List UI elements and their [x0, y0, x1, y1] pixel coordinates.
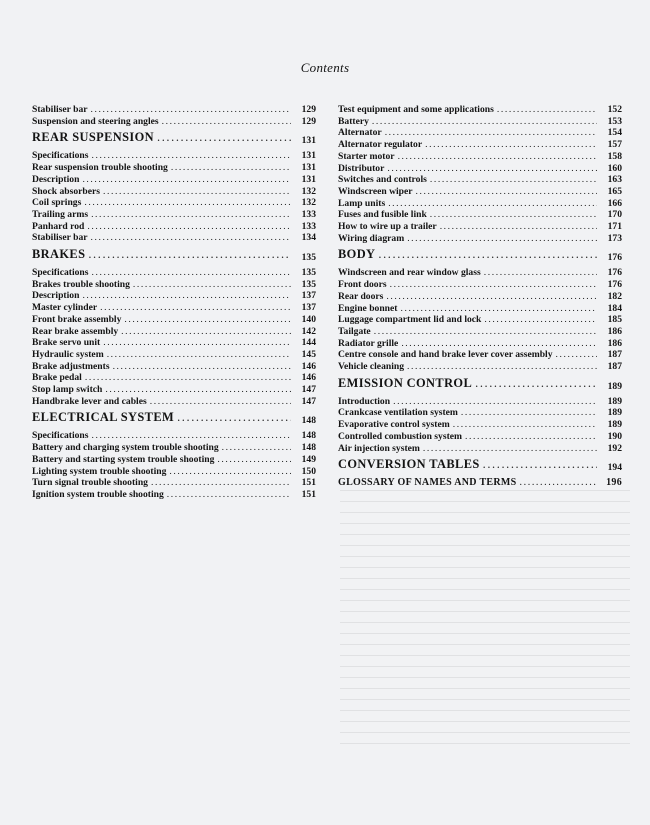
toc-entry-label: Controlled combustion system	[338, 430, 463, 442]
toc-entry-label: Lamp units	[338, 197, 386, 209]
dot-leader	[88, 247, 291, 262]
toc-page-number: 154	[607, 127, 622, 139]
toc-entry-front-doors	[338, 279, 622, 291]
dot-leader	[162, 116, 291, 128]
toc-page-number: 176	[607, 279, 622, 291]
toc-page-number: 131	[301, 135, 316, 147]
toc-entry-evaporative-control-system	[338, 419, 622, 431]
toc-section-body	[338, 247, 622, 262]
toc-page-number: 166	[607, 197, 622, 209]
toc-page-number: 148	[301, 430, 316, 442]
dot-leader	[150, 396, 291, 408]
dot-leader	[91, 104, 291, 116]
toc-entry-coil-springs	[32, 197, 316, 209]
dot-leader	[407, 361, 597, 373]
toc-page-number: 131	[301, 173, 316, 185]
toc-page-number: 140	[301, 313, 316, 325]
toc-entry-windscreen-and-rear-window-glass	[338, 267, 622, 279]
toc-entry-label: EMISSION CONTROL	[338, 375, 473, 390]
dot-leader	[171, 162, 291, 174]
toc-page-number: 170	[607, 209, 622, 221]
toc-page-number: 131	[301, 150, 316, 162]
toc-entry-description	[32, 290, 316, 302]
dot-leader	[398, 151, 597, 163]
toc-entry-label: Fuses and fusible link	[338, 209, 427, 221]
toc-entry-introduction	[338, 396, 622, 408]
toc-section-rear-suspension	[32, 130, 316, 145]
toc-page-number: 150	[301, 465, 316, 477]
dot-leader	[91, 209, 291, 221]
dot-leader	[388, 198, 597, 210]
toc-page-number: 182	[607, 290, 622, 302]
toc-page-number: 186	[607, 337, 622, 349]
toc-entry-label: Brake pedal	[32, 372, 82, 384]
dot-leader	[483, 457, 597, 472]
toc-page-number: 133	[301, 208, 316, 220]
toc-entry-label: Switches and controls	[338, 174, 427, 186]
toc-page-number: 189	[607, 407, 622, 419]
toc-page-number: 190	[607, 430, 622, 442]
toc-entry-specifications	[32, 150, 316, 162]
toc-entry-label: Wiring diagram	[338, 232, 405, 244]
toc-entry-label: Introduction	[338, 395, 391, 407]
toc-entry-windscreen-wiper	[338, 186, 622, 198]
toc-entry-label: Brake adjustments	[32, 360, 110, 372]
toc-entry-label: Centre console and hand brake lever cover assembly	[338, 349, 553, 361]
toc-entry-rear-suspension-trouble-shooting	[32, 162, 316, 174]
dot-leader	[407, 233, 597, 245]
toc-entry-how-to-wire-up-a-trailer	[338, 221, 622, 233]
dot-leader	[520, 477, 597, 489]
toc-page-number: 192	[607, 442, 622, 454]
dot-leader	[105, 384, 291, 396]
toc-entry-front-brake-assembly	[32, 314, 316, 326]
toc-page-number: 142	[301, 325, 316, 337]
toc-entry-shock-absorbers	[32, 186, 316, 198]
dot-leader	[103, 186, 291, 198]
toc-entry-label: Alternator	[338, 127, 382, 139]
toc-entry-label: Distributor	[338, 162, 385, 174]
toc-entry-label: Starter motor	[338, 150, 395, 162]
toc-entry-rear-brake-assembly	[32, 326, 316, 338]
toc-page-number: 129	[301, 104, 316, 115]
toc-entry-label: Tailgate	[338, 325, 371, 337]
toc-entry-label: REAR SUSPENSION	[32, 130, 155, 145]
toc-entry-label: Trailing arms	[32, 208, 89, 220]
toc-entry-label: CONVERSION TABLES	[338, 457, 480, 472]
toc-entry-alternator	[338, 127, 622, 139]
toc-page-number: 173	[607, 232, 622, 244]
toc-entry-handbrake-lever-and-cables	[32, 396, 316, 408]
toc-entry-label: Windscreen and rear window glass	[338, 267, 481, 279]
toc-entry-turn-signal-trouble-shooting	[32, 477, 316, 489]
toc-entry-battery-and-charging-system-trouble-shooting	[32, 442, 316, 454]
toc-entry-label: Brake servo unit	[32, 337, 101, 349]
toc-entry-specifications	[32, 267, 316, 279]
toc-entry-ignition-system-trouble-shooting	[32, 489, 316, 501]
toc-page-number: 194	[607, 462, 622, 474]
toc-page-number: 160	[607, 162, 622, 174]
toc-entry-label: Panhard rod	[32, 220, 85, 232]
dot-leader	[103, 337, 291, 349]
dot-leader	[133, 279, 291, 291]
toc-page-number: 186	[607, 325, 622, 337]
contents-column-left	[32, 104, 316, 501]
dot-leader	[400, 303, 597, 315]
dot-leader	[167, 489, 291, 501]
dot-leader	[425, 139, 597, 151]
dot-leader	[82, 174, 291, 186]
toc-page-number: 189	[607, 395, 622, 407]
toc-page-number: 135	[301, 278, 316, 290]
toc-entry-label: Battery and charging system trouble shooting	[32, 442, 219, 454]
toc-entry-wiring-diagram	[338, 233, 622, 245]
dot-leader	[416, 186, 597, 198]
toc-page-number: 153	[607, 115, 622, 127]
toc-page-number: 187	[607, 349, 622, 361]
toc-entry-label: Suspension and steering angles	[32, 115, 159, 127]
toc-page-number: 151	[301, 488, 316, 500]
toc-entry-alternator-regulator	[338, 139, 622, 151]
toc-page-number: 151	[301, 477, 316, 489]
toc-entry-label: Evaporative control system	[338, 419, 450, 431]
toc-entry-label: Lighting system trouble shooting	[32, 465, 167, 477]
toc-entry-label: Handbrake lever and cables	[32, 395, 147, 407]
dot-leader	[440, 221, 597, 233]
toc-entry-label: Test equipment and some applications	[338, 104, 494, 115]
toc-entry-air-injection-system	[338, 443, 622, 455]
dot-leader	[385, 127, 597, 139]
page-title: Contents	[300, 60, 350, 75]
dot-leader	[82, 290, 291, 302]
toc-entry-stabiliser-bar	[32, 232, 316, 244]
toc-entry-test-equipment-and-some-applications	[338, 104, 622, 116]
toc-section-electrical-system	[32, 410, 316, 425]
toc-page-number: 189	[607, 380, 622, 392]
dot-leader	[91, 232, 291, 244]
dot-leader	[177, 410, 291, 425]
dot-leader	[475, 376, 597, 391]
dot-leader	[100, 302, 291, 314]
toc-page-number: 144	[301, 337, 316, 349]
toc-entry-brake-pedal	[32, 372, 316, 384]
toc-entry-specifications	[32, 430, 316, 442]
dot-leader	[390, 279, 597, 291]
dot-leader	[169, 466, 291, 478]
toc-page-number: 176	[607, 267, 622, 279]
dot-leader	[222, 442, 291, 454]
toc-entry-starter-motor	[338, 151, 622, 163]
toc-page-number: 135	[301, 267, 316, 279]
toc-entry-label: How to wire up a trailer	[338, 221, 437, 233]
toc-page-number: 148	[301, 415, 316, 427]
dot-leader	[465, 431, 597, 443]
toc-entry-label: Rear doors	[338, 290, 384, 302]
dot-leader	[556, 349, 597, 361]
toc-page-number: 147	[301, 384, 316, 396]
toc-entry-label: Luggage compartment lid and lock	[338, 314, 482, 326]
dot-leader	[113, 361, 291, 373]
toc-entry-label: Specifications	[32, 430, 89, 442]
toc-entry-rear-doors	[338, 291, 622, 303]
toc-entry-glossary-of-names-and-terms	[338, 477, 622, 489]
toc-page-number: 146	[301, 372, 316, 384]
toc-entry-radiator-grille	[338, 338, 622, 350]
toc-section-emission-control	[338, 376, 622, 391]
toc-page-number: 196	[606, 477, 622, 489]
toc-entry-luggage-compartment-lid-and-lock	[338, 314, 622, 326]
toc-entry-label: Specifications	[32, 267, 89, 279]
toc-entry-label: Stabiliser bar	[32, 104, 88, 115]
toc-page-number: 176	[607, 252, 622, 264]
dot-leader	[393, 396, 597, 408]
toc-entry-distributor	[338, 163, 622, 175]
dot-leader	[87, 221, 291, 233]
toc-entry-brake-servo-unit	[32, 337, 316, 349]
toc-entry-label: Radiator grille	[338, 337, 399, 349]
dot-leader	[484, 314, 597, 326]
toc-entry-label: Stop lamp switch	[32, 384, 103, 396]
toc-entry-stop-lamp-switch	[32, 384, 316, 396]
toc-page-number: 157	[607, 139, 622, 151]
toc-entry-label: Shock absorbers	[32, 185, 100, 197]
dot-leader	[157, 130, 291, 145]
dot-leader	[430, 209, 597, 221]
toc-page-number: 163	[607, 174, 622, 186]
dot-leader	[92, 150, 292, 162]
toc-page-number: 131	[301, 162, 316, 174]
toc-entry-label: Battery	[338, 115, 369, 127]
dot-leader	[84, 197, 291, 209]
toc-page-number: 171	[607, 221, 622, 233]
dot-leader	[85, 372, 291, 384]
toc-section-conversion-tables	[338, 457, 622, 472]
toc-entry-label: Air injection system	[338, 442, 420, 454]
dot-leader	[387, 163, 597, 175]
toc-page-number: 135	[301, 252, 316, 264]
toc-page-number: 152	[607, 104, 622, 115]
toc-entry-panhard-rod	[32, 221, 316, 233]
toc-page-number: 133	[301, 220, 316, 232]
toc-entry-battery-and-starting-system-trouble-shooting	[32, 454, 316, 466]
toc-page-number: 148	[301, 442, 316, 454]
dot-leader	[386, 291, 597, 303]
dot-leader	[374, 326, 597, 338]
toc-page-number: 129	[301, 115, 316, 127]
toc-entry-label: Ignition system trouble shooting	[32, 488, 164, 500]
toc-entry-switches-and-controls	[338, 174, 622, 186]
dot-leader	[484, 267, 597, 279]
toc-entry-label: BODY	[338, 247, 376, 262]
toc-entry-fuses-and-fusible-link	[338, 209, 622, 221]
toc-page-number: 132	[301, 185, 316, 197]
dot-leader	[92, 430, 292, 442]
dot-leader	[372, 116, 597, 128]
toc-entry-suspension-and-steering-angles	[32, 116, 316, 128]
dot-leader	[121, 326, 291, 338]
dot-leader	[497, 104, 597, 116]
contents-column-right	[338, 104, 622, 489]
toc-page-number: 185	[607, 314, 622, 326]
dot-leader	[401, 338, 597, 350]
toc-page-number: 145	[301, 348, 316, 360]
toc-entry-label: BRAKES	[32, 247, 86, 262]
toc-page-number: 137	[301, 290, 316, 302]
toc-entry-label: ELECTRICAL SYSTEM	[32, 410, 175, 425]
toc-page-number: 132	[301, 197, 316, 209]
toc-entry-label: Master cylinder	[32, 302, 98, 314]
toc-entry-crankcase-ventilation-system	[338, 407, 622, 419]
toc-entry-centre-console-and-hand-brake-lever-cover-assembly	[338, 349, 622, 361]
toc-entry-label: Rear brake assembly	[32, 325, 119, 337]
toc-entry-label: Rear suspension trouble shooting	[32, 162, 168, 174]
toc-entry-lighting-system-trouble-shooting	[32, 466, 316, 478]
toc-entry-label: Windscreen wiper	[338, 185, 413, 197]
toc-entry-label: Crankcase ventilation system	[338, 407, 458, 419]
toc-page-number: 146	[301, 360, 316, 372]
toc-entry-hydraulic-system	[32, 349, 316, 361]
toc-entry-label: Stabiliser bar	[32, 232, 88, 244]
dot-leader	[378, 247, 597, 262]
toc-entry-label: Hydraulic system	[32, 348, 104, 360]
toc-page-number: 184	[607, 302, 622, 314]
toc-page-number: 147	[301, 395, 316, 407]
toc-entry-battery	[338, 116, 622, 128]
toc-section-brakes	[32, 247, 316, 262]
toc-page-number: 165	[607, 185, 622, 197]
toc-page-number: 187	[607, 361, 622, 373]
toc-page-number: 134	[301, 232, 316, 244]
toc-entry-brake-adjustments	[32, 361, 316, 373]
toc-entry-label: Coil springs	[32, 197, 82, 209]
dot-leader	[423, 443, 597, 455]
toc-page-number: 149	[301, 453, 316, 465]
toc-entry-label: Front doors	[338, 279, 387, 291]
toc-entry-description	[32, 174, 316, 186]
toc-entry-label: Front brake assembly	[32, 313, 122, 325]
toc-page-number: 158	[607, 150, 622, 162]
toc-entry-label: Description	[32, 290, 80, 302]
dot-leader	[217, 454, 291, 466]
toc-entry-label: Alternator regulator	[338, 139, 423, 151]
dot-leader	[124, 314, 291, 326]
toc-entry-label: Turn signal trouble shooting	[32, 477, 148, 489]
dot-leader	[461, 407, 597, 419]
toc-entry-tailgate	[338, 326, 622, 338]
toc-entry-lamp-units	[338, 198, 622, 210]
toc-entry-label: Battery and starting system trouble shooting	[32, 453, 215, 465]
toc-page-number: 137	[301, 302, 316, 314]
toc-entry-vehicle-cleaning	[338, 361, 622, 373]
dot-leader	[92, 267, 292, 279]
toc-entry-engine-bonnet	[338, 303, 622, 315]
show-through-texture	[340, 490, 630, 810]
toc-page-number: 189	[607, 419, 622, 431]
toc-entry-label: GLOSSARY OF NAMES AND TERMS	[338, 477, 517, 489]
toc-entry-master-cylinder	[32, 302, 316, 314]
toc-entry-controlled-combustion-system	[338, 431, 622, 443]
toc-entry-label: Description	[32, 173, 80, 185]
dot-leader	[107, 349, 291, 361]
toc-entry-label: Brakes trouble shooting	[32, 278, 130, 290]
toc-entry-brakes-trouble-shooting	[32, 279, 316, 291]
toc-entry-label: Engine bonnet	[338, 302, 398, 314]
dot-leader	[151, 477, 291, 489]
toc-entry-trailing-arms	[32, 209, 316, 221]
toc-entry-label: Vehicle cleaning	[338, 361, 404, 373]
dot-leader	[430, 174, 597, 186]
toc-entry-stabiliser-bar	[32, 104, 316, 116]
dot-leader	[453, 419, 597, 431]
toc-entry-label: Specifications	[32, 150, 89, 162]
